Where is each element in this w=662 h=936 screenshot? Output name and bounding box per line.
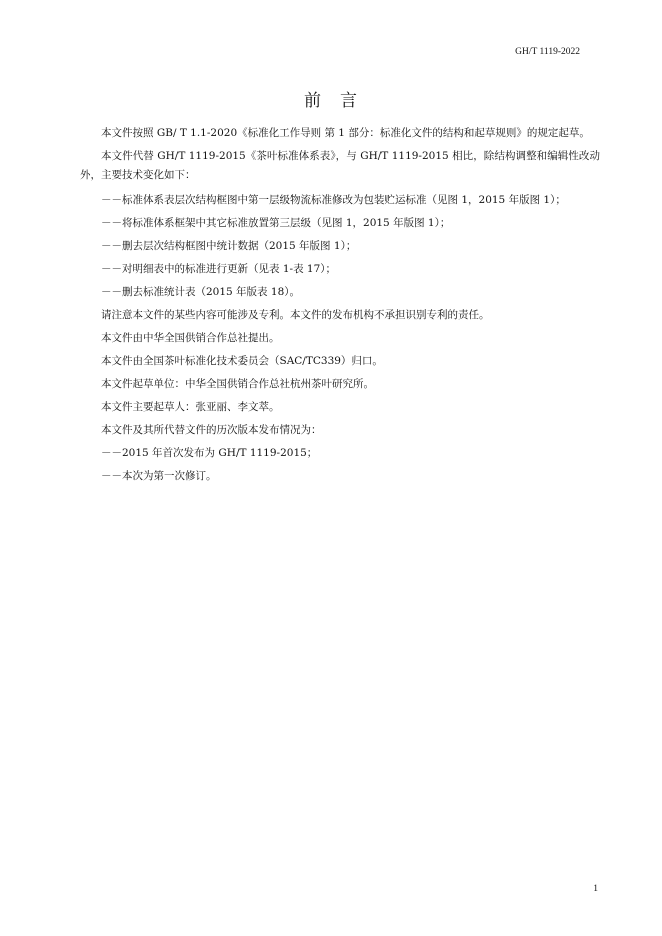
paragraph-drafters: 本文件主要起草人：张亚丽、李文萃。 xyxy=(101,401,280,413)
list-item-history: －－2015 年首次发布为 GH/T 1119-2015； xyxy=(101,447,318,459)
paragraph-replacement: 本文件代替 GH/T 1119-2015《茶叶标准体系表》，与 GH/T 1119-2015 相比，除结构调整和编辑性改动外，主要技术变化如下： xyxy=(80,150,600,181)
list-item-history: －－本次为第一次修订。 xyxy=(101,470,217,482)
paragraph-proposed-by: 本文件由中华全国供销合作总社提出。 xyxy=(101,332,280,344)
document-code: GH/T 1119-2022 xyxy=(515,47,580,57)
list-item-change: －－删去标准统计表（2015 年版表 18）。 xyxy=(101,286,301,298)
page-title: 前 言 xyxy=(304,91,358,111)
list-item-change: －－将标准体系框架中其它标准放置第三层级（见图 1，2015 年版图 1）； xyxy=(101,217,451,229)
list-item-change: －－标准体系表层次结构框图中第一层级物流标准修改为包装贮运标准（见图 1，2015 年版图 1）； xyxy=(101,194,566,206)
paragraph-version-history: 本文件及其所代替文件的历次版本发布情况为： xyxy=(101,424,322,436)
list-item-change: －－对明细表中的标准进行更新（见表 1-表 17）； xyxy=(101,263,337,275)
paragraph-under-jurisdiction: 本文件由全国茶叶标准化技术委员会（SAC/TC339）归口。 xyxy=(101,355,383,367)
paragraph-drafting-rules: 本文件按照 GB/ T 1.1-2020《标准化工作导则 第 1 部分：标准化文件的结构和起草规则》的规定起草。 xyxy=(101,127,590,139)
list-item-change: －－删去层次结构框图中统计数据（2015 年版图 1）； xyxy=(101,240,357,252)
paragraph-drafting-unit: 本文件起草单位：中华全国供销合作总社杭州茶叶研究所。 xyxy=(101,378,374,390)
paragraph-patent-notice: 请注意本文件的某些内容可能涉及专利。本文件的发布机构不承担识别专利的责任。 xyxy=(101,309,490,321)
page-number: 1 xyxy=(593,884,598,894)
foreword-body xyxy=(80,124,600,488)
